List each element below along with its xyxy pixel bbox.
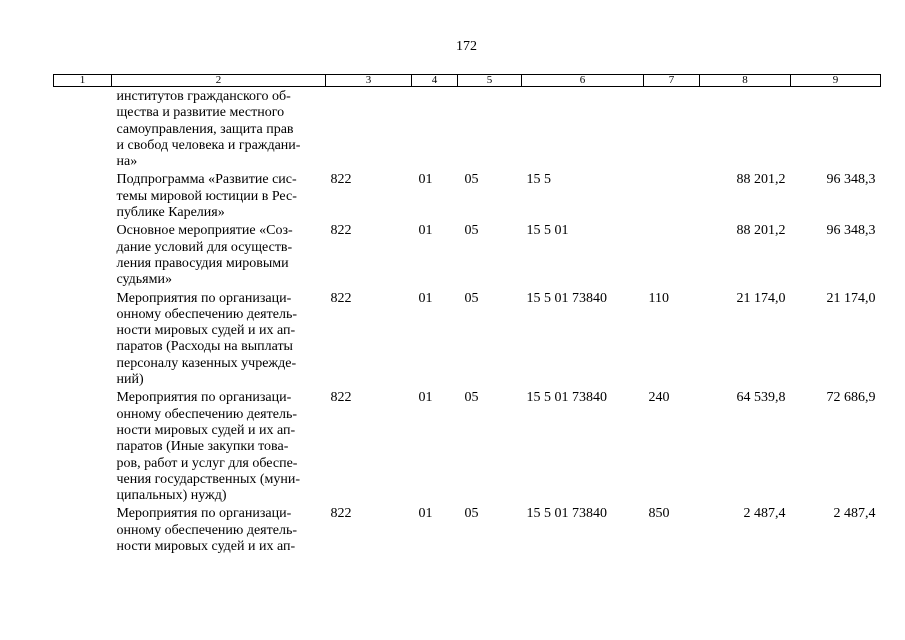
expense-type [644, 221, 700, 288]
description-line: онному обеспечению деятель- [116, 522, 297, 538]
expense-type: 240 [648, 390, 670, 406]
table-row [54, 289, 881, 389]
column-header: 1 [54, 75, 112, 87]
description-line: самоуправления, защита прав [116, 121, 294, 137]
column-header: 3 [326, 75, 412, 87]
description-line: Подпрограмма «Развитие сис- [116, 172, 297, 188]
budget-table [53, 74, 881, 555]
amount-year-2: 96 348,3 [826, 223, 876, 239]
description-line: Основное мероприятие «Соз- [116, 223, 293, 239]
column-header: 2 [112, 75, 326, 87]
table-row [54, 221, 881, 288]
description-line: ности мировых судей и их ап- [116, 422, 296, 438]
amount-year-2: 96 348,3 [826, 172, 876, 188]
section-code: 01 [418, 290, 433, 306]
amount-year-2: 21 174,0 [826, 290, 876, 306]
column-header: 8 [700, 75, 791, 87]
description-line: Мероприятия по организаци- [116, 390, 292, 406]
table-row [54, 87, 881, 171]
description-line: дание условий для осуществ- [116, 239, 293, 255]
column-header: 9 [791, 75, 881, 87]
description-line: ципальных) нужд) [116, 488, 227, 504]
ministry-code: 822 [330, 390, 352, 406]
section-code: 01 [418, 390, 433, 406]
table-row [54, 388, 881, 504]
row-description [112, 388, 326, 504]
amount-year-1: 21 174,0 [736, 290, 786, 306]
description-line: паратов (Расходы на выплаты [116, 339, 293, 355]
row-description [112, 289, 326, 389]
amount-year-1: 2 487,4 [743, 506, 786, 522]
description-line: Мероприятия по организаци- [116, 290, 292, 306]
expense-type: 850 [648, 506, 670, 522]
target-article: 15 5 01 [526, 223, 569, 239]
row-description [112, 87, 326, 171]
description-line: Мероприятия по организаци- [116, 506, 292, 522]
target-article: 15 5 01 73840 [526, 506, 607, 522]
column-header: 5 [458, 75, 522, 87]
description-line: паратов (Иные закупки това- [116, 439, 289, 455]
description-line: ности мировых судей и их ап- [116, 539, 296, 555]
amount-year-1: 88 201,2 [736, 223, 786, 239]
ministry-code: 822 [330, 506, 352, 522]
description-line: онному обеспечению деятель- [116, 406, 297, 422]
subsection-code: 05 [464, 223, 479, 239]
ministry-code: 822 [330, 290, 352, 306]
amount-year-2: 72 686,9 [826, 390, 876, 406]
ministry-code: 822 [330, 172, 352, 188]
expense-type: 110 [648, 290, 669, 306]
description-line: ров, работ и услуг для обеспе- [116, 455, 298, 471]
section-code: 01 [418, 506, 433, 522]
expense-type [644, 170, 700, 221]
subsection-code: 05 [464, 290, 479, 306]
ministry-code: 822 [330, 223, 352, 239]
description-line: ний) [116, 372, 144, 388]
column-header: 7 [644, 75, 700, 87]
target-article: 15 5 [526, 172, 551, 188]
description-line: ности мировых судей и их ап- [116, 323, 296, 339]
column-header: 6 [522, 75, 644, 87]
target-article: 15 5 01 73840 [526, 390, 607, 406]
description-line: ления правосудия мировыми [116, 255, 289, 271]
column-header: 4 [412, 75, 458, 87]
description-line: институтов гражданского об- [116, 89, 291, 104]
description-line: персоналу казенных учрежде- [116, 355, 297, 371]
description-line: и свобод человека и граждани- [116, 137, 301, 153]
section-code: 01 [418, 223, 433, 239]
amount-year-1: 64 539,8 [736, 390, 786, 406]
section-code: 01 [418, 172, 433, 188]
page-number: 172 [456, 39, 477, 54]
target-article: 15 5 01 73840 [526, 290, 607, 306]
row-description [112, 504, 326, 555]
subsection-code: 05 [464, 506, 479, 522]
row-description [112, 170, 326, 221]
subsection-code: 05 [464, 172, 479, 188]
description-line: публике Карелия» [116, 205, 225, 221]
table-row [54, 504, 881, 555]
description-line: щества и развитие местного [116, 105, 285, 121]
subsection-code: 05 [464, 390, 479, 406]
amount-year-1: 88 201,2 [736, 172, 786, 188]
row-description [112, 221, 326, 288]
table-row [54, 170, 881, 221]
description-line: онному обеспечению деятель- [116, 306, 297, 322]
description-line: на» [116, 154, 138, 170]
amount-year-2: 2 487,4 [833, 506, 876, 522]
description-line: темы мировой юстиции в Рес- [116, 188, 297, 204]
description-line: судьями» [116, 272, 172, 288]
description-line: чения государственных (муни- [116, 471, 301, 487]
column-number-row [54, 75, 881, 87]
